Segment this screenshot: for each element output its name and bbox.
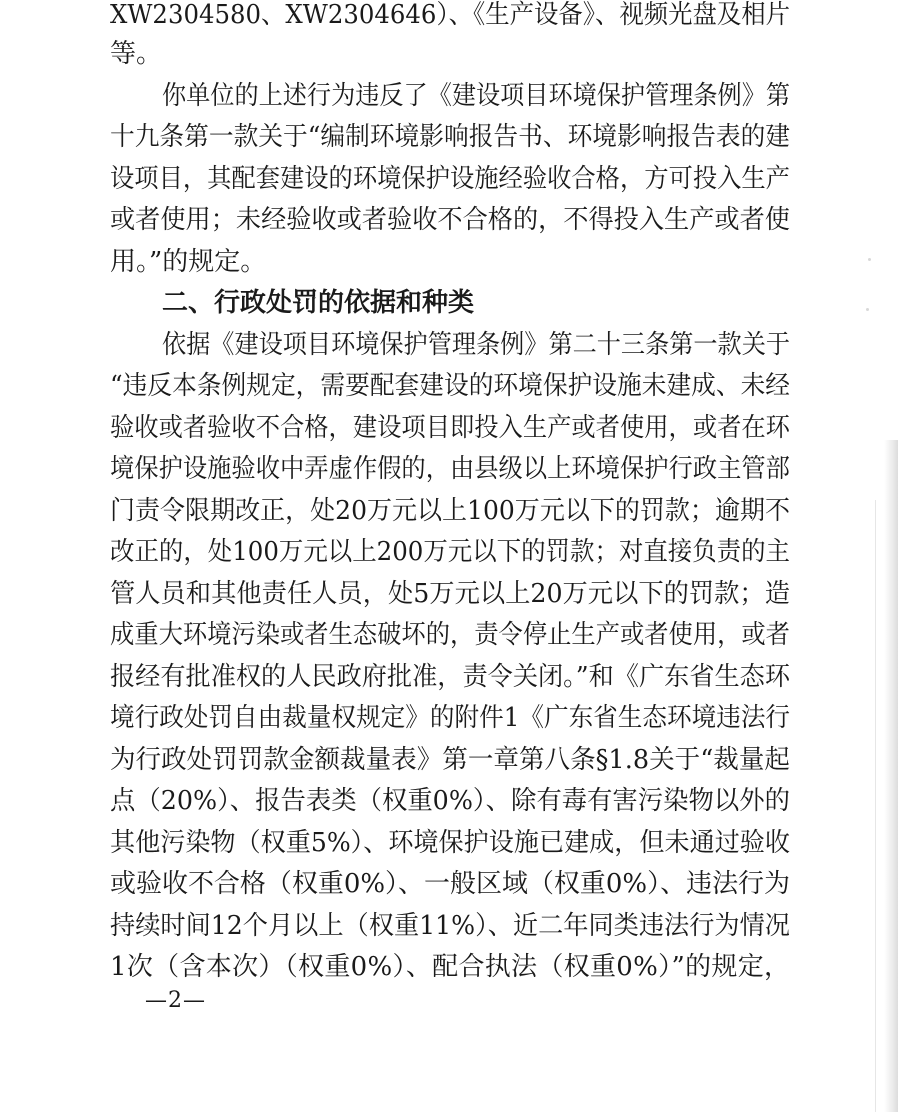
text-line: 管人员和其他责任人员，处5万元以上20万元以下的罚款；造 xyxy=(110,578,790,609)
text-line: 十九条第一款关于“编制环境影响报告书、环境影响报告表的建 xyxy=(110,122,791,152)
text-line: 用。”的规定。 xyxy=(110,246,267,277)
page-number: —2— xyxy=(145,988,206,1013)
text-line: 点（20%）、报告表类（权重0%）、除有毒有害污染物以外的 xyxy=(110,786,790,816)
text-line: 依据《建设项目环境保护管理条例》第二十三条第一款关于 xyxy=(162,329,791,360)
text-line: 报经有批准权的人民政府批准，责令关闭。”和《广东省生态环 xyxy=(110,661,791,692)
scan-speck xyxy=(866,308,869,311)
text-line: 持续时间12个月以上（权重11%）、近二年同类违法行为情况 xyxy=(110,910,790,941)
text-line: 验收或者验收不合格，建设项目即投入生产或者使用，或者在环 xyxy=(110,412,790,443)
text-line: 等。 xyxy=(110,39,163,69)
text-line: 或者使用；未经验收或者验收不合格的，不得投入生产或者使 xyxy=(110,205,790,235)
text-line: 成重大环境污染或者生态破坏的，责令停止生产或者使用，或者 xyxy=(110,620,790,650)
text-line: 门责令限期改正，处20万元以上100万元以下的罚款；逾期不 xyxy=(110,495,791,526)
text-line: 境行政处罚自由裁量权规定》的附件1《广东省生态环境违法行 xyxy=(110,703,791,733)
text-line: 设项目，其配套建设的环境保护设施经验收合格，方可投入生产 xyxy=(110,163,790,194)
text-line: 其他污染物（权重5%）、环境保护设施已建成，但未通过验收 xyxy=(110,827,791,858)
text-line: 为行政处罚罚款金额裁量表》第一章第八条§1.8关于“裁量起 xyxy=(110,744,790,775)
text-line: 改正的，处100万元以上200万元以下的罚款；对直接负责的主 xyxy=(110,537,791,567)
text-line: XW2304580、XW2304646）、《生产设备》、视频光盘及相片 xyxy=(110,0,791,30)
text-line: 境保护设施验收中弄虚作假的，由县级以上环境保护行政主管部 xyxy=(110,454,790,484)
document-body xyxy=(110,0,790,989)
scan-edge-shadow xyxy=(884,440,898,1112)
text-line: 或验收不合格（权重0%）、一般区域（权重0%）、违法行为 xyxy=(110,869,791,899)
scan-speck xyxy=(868,258,871,261)
section-heading: 二、行政处罚的依据和种类 xyxy=(162,288,475,318)
text-line: 1次（含本次）（权重0%）、配合执法（权重0%）”的规定， xyxy=(110,952,791,982)
scan-edge-line xyxy=(875,500,876,1112)
text-line: 你单位的上述行为违反了《建设项目环境保护管理条例》第 xyxy=(162,80,791,111)
text-line: “违反本条例规定，需要配套建设的环境保护设施未建成、未经 xyxy=(110,371,791,401)
